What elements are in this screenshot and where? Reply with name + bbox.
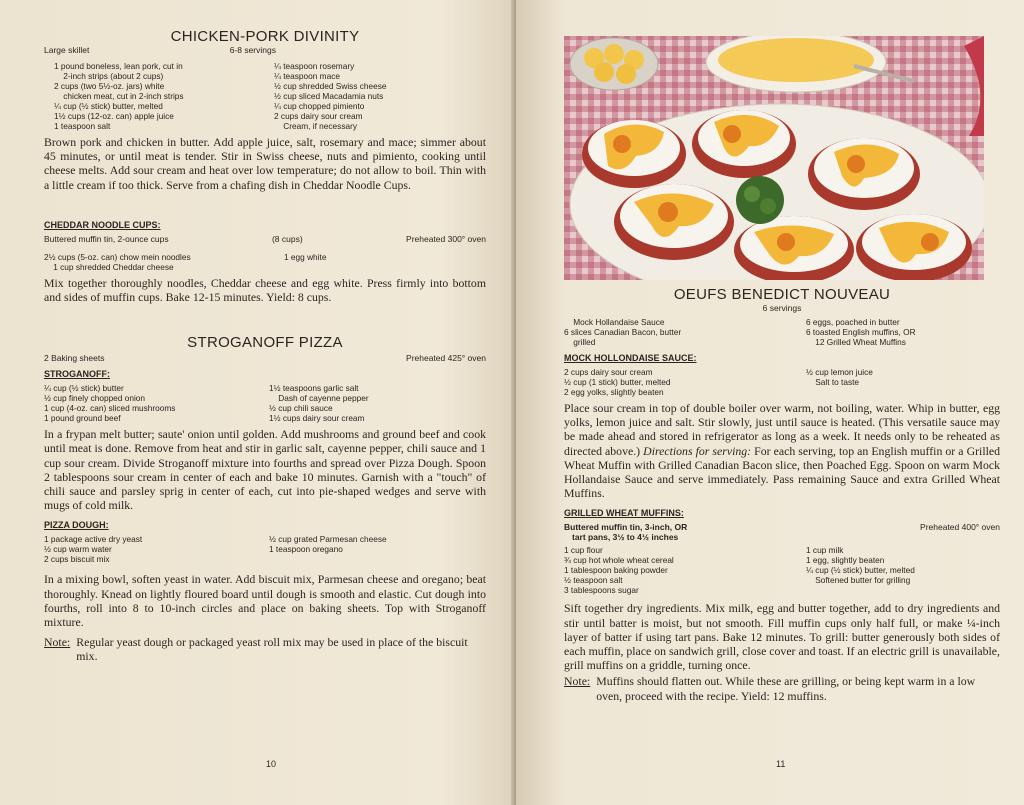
preheat: Preheated 300° oven [406, 233, 486, 244]
ingredient-line: 12 Grilled Wheat Muffins [806, 337, 906, 347]
ingredient-column-right [766, 545, 1000, 595]
ingredient-column-left [44, 534, 261, 564]
ingredient-line: 1½ cups (12-oz. can) apple juice [54, 111, 174, 121]
ingredient-line: chicken meat, cut in 2-inch strips [54, 91, 184, 101]
ingredient-line: 2 cups (two 5½-oz. jars) white [54, 81, 165, 91]
directions: In a frypan melt butter; saute' onion until golden. Add mushrooms and ground beef and cook until meat is done. Remove from heat and stir in garlic salt, cayenne pepper, chili sauce and 1 cup sour cream. Divide Stroganoff mixture into fourths and spread over Pizza Dough. Spoon 2 tablespoons sour cream in center of each and bake 10 minutes. Garnish with a "touch" of chili sauce and parsley sprig in center of each, cut into pie-shaped wedges and serve with mugs of cold milk. [44, 427, 486, 513]
yield-cups: (8 cups) [271, 233, 303, 244]
ingredient-line: Salt to taste [806, 377, 860, 387]
ingredient-line: ½ cup finely chopped onion [44, 393, 146, 404]
right-page [516, 0, 1024, 805]
equipment-line-1: Buttered muffin tin, 3-inch, OR [564, 522, 688, 533]
ingredient-line: 3 tablespoons sugar [564, 585, 639, 596]
ingredient-line: ½ teaspoon salt [564, 575, 623, 586]
ingredient-line: 1 egg, slightly beaten [806, 555, 885, 566]
servings: 6 servings [762, 303, 802, 313]
ingredient-line: 1 teaspoon salt [54, 121, 111, 131]
ingredient-line: 2 egg yolks, slightly beaten [564, 387, 664, 397]
ingredient-line: 6 eggs, poached in butter [806, 317, 900, 327]
ingredient-line: 1 cup flour [564, 545, 603, 556]
ingredient-column-left [564, 545, 758, 595]
ingredient-line: ½ cup chili sauce [269, 403, 333, 414]
ingredient-column-left [44, 252, 246, 272]
subheading-grilled-wheat-muffins: GRILLED WHEAT MUFFINS: [564, 508, 684, 519]
preheat: Preheated 425° oven [406, 353, 486, 364]
sauce-directions: Place sour cream in top of double boiler over warm, not boiling, water. Whip in butter, egg yolks, lemon juice and salt. Stir slowly, just until sauce is heated. (This versatile sauce may be made ahead and stored in refrigerator as long as a week. It needs only to be reheated as directed above.) [564, 401, 1000, 458]
ingredient-list [44, 61, 486, 131]
ingredient-line: 1 cup shredded Cheddar cheese [44, 261, 174, 272]
ingredient-line: ¾ cup hot whole wheat cereal [564, 555, 674, 566]
ingredient-line: 1 cup milk [806, 545, 844, 556]
ingredient-line: Mock Hollandaise Sauce [564, 317, 665, 327]
directions: Sift together dry ingredients. Mix milk, egg and butter together, add to dry ingredients and stir until batter is moist, but not smooth. Fill muffin cups only half full, or make ¼-inch layer of batter if using tart pans. Bake 12 minutes. To grill: butter generously both sides of each muffin, place on sandwich grill, close cover and toast. If an electric grill is unavailable, grill muffins on a griddle, turning once. [564, 601, 1000, 673]
ingredient-list [44, 534, 486, 564]
directions: In a mixing bowl, soften yeast in water. Add biscuit mix, Parmesan cheese and oregano; beat thoroughly. Knead on lightly floured board until dough is smooth and elastic. Cut dough into fourths, roll into 8 to 10-inch circles and place on baking sheets. Top with Stroganoff mixture. [44, 572, 486, 630]
ingredient-column-right [766, 317, 1000, 347]
ingredient-line: 2 cups dairy sour cream [274, 111, 363, 121]
equipment: Large skillet [44, 45, 90, 55]
equipment: 2 Baking sheets [44, 353, 105, 364]
ingredient-line: ¼ teaspoon mace [274, 71, 340, 81]
ingredient-line: ½ cup shredded Swiss cheese [274, 81, 387, 91]
ingredient-list [564, 317, 1000, 347]
preheat: Preheated 400° oven [920, 522, 1000, 533]
recipe-meta [44, 234, 486, 244]
ingredient-line: ¼ teaspoon rosemary [274, 61, 355, 71]
ingredient-line: 1 package active dry yeast [44, 534, 143, 545]
ingredient-column-right [274, 61, 486, 131]
serving-label: Directions for serving: [643, 443, 752, 458]
ingredient-line: 1 pound boneless, lean pork, cut in [54, 61, 183, 71]
oeufs-benedict-illustration [564, 36, 984, 280]
ingredient-line: Cream, if necessary [274, 121, 357, 131]
ingredient-line: ½ cup grated Parmesan cheese [269, 534, 387, 545]
ingredient-column-left [44, 383, 261, 423]
ingredient-list [44, 383, 486, 423]
subheading-mock-hollandaise: MOCK HOLLONDAISE SAUCE: [564, 353, 697, 363]
ingredient-line: ½ cup (1 stick) butter, melted [564, 377, 671, 387]
ingredient-line: 2½ cups (5-oz. can) chow mein noodles [44, 251, 191, 262]
servings: 6-8 servings [229, 45, 276, 55]
recipe-meta [564, 522, 1000, 542]
ingredient-line: 1½ cups dairy sour cream [269, 413, 365, 424]
directions: Mix together thoroughly noodles, Cheddar cheese and egg white. Press firmly into bottom and sides of muffin cups. Bake 12-15 minutes. Yield: 8 cups. [44, 275, 486, 305]
ingredient-line: ½ cup lemon juice [806, 367, 873, 377]
recipe-title-cheddar-noodle-cups: CHEDDAR NOODLE CUPS: [44, 219, 161, 230]
ingredient-line: ¼ cup chopped pimiento [274, 101, 365, 111]
ingredient-line: 6 toasted English muffins, OR [806, 327, 916, 337]
ingredient-line: ¼ cup (½ stick) butter [44, 383, 124, 394]
ingredient-line: 1 pound ground beef [44, 413, 121, 424]
note-text: Regular yeast dough or packaged yeast roll mix may be used in place of the biscuit mix. [76, 635, 468, 664]
ingredient-column-left [54, 61, 266, 131]
ingredient-line: 1 teaspoon oregano [269, 544, 343, 555]
ingredient-line: 1½ teaspoons garlic salt [269, 383, 359, 394]
ingredient-column-right [269, 383, 486, 423]
ingredient-list [564, 545, 1000, 595]
ingredient-list [564, 367, 1000, 397]
recipe-title-oeufs-benedict: OEUFS BENEDICT NOUVEAU [673, 286, 891, 303]
note [564, 674, 1000, 702]
ingredient-line: ¼ cup (½ stick) butter, melted [806, 565, 915, 576]
serving-directions: For each serving, top an English muffin or a Grilled Wheat Muffin with Grilled Canadian Bacon slice, then Poached Egg. Spoon on warm Mock Hollandaise Sauce and serve immediately. Pass remaining Sauce and extra Grilled Wheat Muffins. [564, 443, 1001, 501]
ingredient-line: 1 egg white [284, 251, 327, 262]
page-number: 10 [266, 759, 277, 769]
ingredient-line: ½ cup warm water [44, 544, 112, 555]
equipment-line-2: tart pans, 3½ to 4½ inches [572, 532, 679, 543]
ingredient-line: Softened butter for grilling [806, 575, 911, 586]
note-text: Muffins should flatten out. While these are grilling, or being kept warm in a low oven, proceed with the recipe. Yield: 12 muffins. [596, 674, 976, 703]
page-number: 11 [776, 759, 786, 769]
ingredient-column-right [254, 252, 486, 272]
equipment [564, 522, 687, 542]
equipment: Buttered muffin tin, 2-ounce cups [44, 233, 169, 244]
note [44, 635, 486, 663]
directions: Brown pork and chicken in butter. Add apple juice, salt, rosemary and mace; simmer about 45 minutes, or until meat is tender. Stir in Swiss cheese, nuts and pimiento, cooking until cheese melts. Add sour cream and heat over low temperature; do not allow to boil. Thin with a little cream if too thick. Serve from a chafing dish in Cheddar Noodle Cups. [44, 135, 486, 192]
ingredient-line: 1 tablespoon baking powder [564, 565, 668, 576]
ingredient-column-right [766, 367, 1000, 397]
subheading-stroganoff: STROGANOFF: [44, 369, 110, 380]
ingredient-column-left [564, 367, 758, 397]
ingredient-line: ¼ cup (½ stick) butter, melted [54, 101, 163, 111]
recipe-title-stroganoff-pizza: STROGANOFF PIZZA [187, 334, 343, 352]
ingredient-line: ½ cup sliced Macadamia nuts [274, 91, 384, 101]
note-label: Note: [44, 635, 71, 650]
recipe-meta [44, 353, 486, 363]
ingredient-line: grilled [564, 337, 596, 347]
recipe-meta [564, 303, 1000, 313]
note-label: Note: [564, 674, 591, 689]
ingredient-line: 2-inch strips (about 2 cups) [54, 71, 164, 81]
ingredient-line: Dash of cayenne pepper [269, 393, 369, 404]
ingredient-column-left [564, 317, 758, 347]
ingredient-line: 6 slices Canadian Bacon, butter [564, 327, 682, 337]
ingredient-line: 1 cup (4-oz. can) sliced mushrooms [44, 403, 176, 414]
directions [564, 401, 1000, 500]
food-photo [564, 36, 984, 280]
recipe-meta [44, 45, 486, 55]
recipe-title-chicken-pork: CHICKEN-PORK DIVINITY [170, 28, 360, 45]
ingredient-line: 2 cups biscuit mix [44, 554, 110, 565]
ingredient-list [44, 252, 486, 272]
ingredient-column-right [269, 534, 486, 564]
ingredient-line: 2 cups dairy sour cream [564, 367, 653, 377]
subheading-pizza-dough: PIZZA DOUGH: [44, 520, 109, 531]
